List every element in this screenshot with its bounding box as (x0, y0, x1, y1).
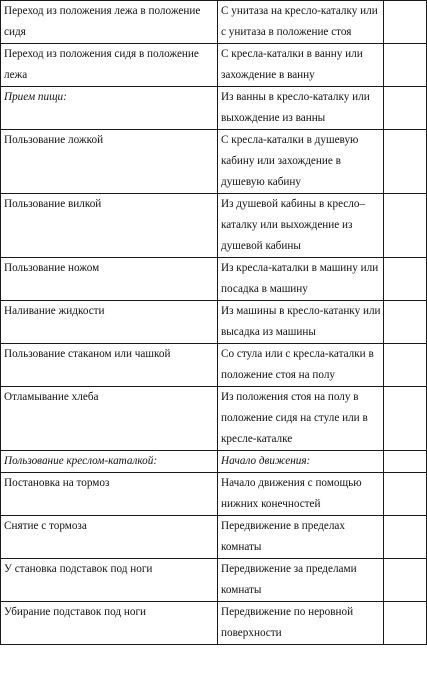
right-cell: Передвижение в пределах комнаты (218, 516, 384, 559)
left-cell: Переход из положения лежа в положение сидя (1, 1, 218, 44)
right-cell: Из ванны в кресло-каталку или выхождение из ванны (218, 87, 384, 130)
empty-cell (384, 301, 427, 344)
empty-cell (384, 473, 427, 516)
left-cell: Переход из положения сидя в положение лежа (1, 44, 218, 87)
right-cell: С кресла-каталки в душевую кабину или захождение в душевую кабину (218, 130, 384, 194)
left-cell: Пользование ложкой (1, 130, 218, 194)
empty-cell (384, 258, 427, 301)
table-row (1, 473, 427, 516)
left-cell: Убирание подставок под ноги (1, 602, 218, 645)
right-cell: Начало движения: (218, 451, 384, 473)
right-cell: Из положения стоя на полу в положение сидя на стуле или в кресле-каталке (218, 387, 384, 451)
table-row (1, 301, 427, 344)
right-cell: Передвижение за пределами комнаты (218, 559, 384, 602)
table-row (1, 1, 427, 44)
right-cell: Со стула или с кресла-каталки в положение стоя на полу (218, 344, 384, 387)
empty-cell (384, 1, 427, 44)
right-cell: Начало движения с помощью нижних конечностей (218, 473, 384, 516)
empty-cell (384, 344, 427, 387)
empty-cell (384, 44, 427, 87)
left-cell: Пользование креслом-каталкой: (1, 451, 218, 473)
left-cell: Пользование ножом (1, 258, 218, 301)
empty-cell (384, 516, 427, 559)
table-row (1, 451, 427, 473)
empty-cell (384, 559, 427, 602)
right-cell: Из машины в кресло-катанку или высадка из машины (218, 301, 384, 344)
left-cell: Постановка на тормоз (1, 473, 218, 516)
right-cell: С кресла-каталки в ванну или захождение в ванну (218, 44, 384, 87)
empty-cell (384, 194, 427, 258)
table-row (1, 559, 427, 602)
left-cell: Снятие с тормоза (1, 516, 218, 559)
left-cell: Отламывание хлеба (1, 387, 218, 451)
table-row (1, 194, 427, 258)
table-row (1, 130, 427, 194)
right-cell: Передвижение по неровной поверхности (218, 602, 384, 645)
right-cell: С унитаза на кресло-каталку или с унитаза в положение стоя (218, 1, 384, 44)
empty-cell (384, 387, 427, 451)
left-cell: Пользование стаканом или чашкой (1, 344, 218, 387)
left-cell: Прием пищи: (1, 87, 218, 130)
empty-cell (384, 451, 427, 473)
table-row (1, 602, 427, 645)
table-row (1, 344, 427, 387)
empty-cell (384, 602, 427, 645)
empty-cell (384, 130, 427, 194)
empty-cell (384, 87, 427, 130)
table-row (1, 87, 427, 130)
right-cell: Из кресла-каталки в машину или посадка в машину (218, 258, 384, 301)
left-cell: Пользование вилкой (1, 194, 218, 258)
table-row (1, 387, 427, 451)
left-cell: У становка подставок под ноги (1, 559, 218, 602)
table-row (1, 44, 427, 87)
table-body (1, 1, 427, 645)
left-cell: Наливание жидкости (1, 301, 218, 344)
table-row (1, 516, 427, 559)
table-row (1, 258, 427, 301)
right-cell: Из душевой кабины в кресло–каталку или выхождение из душевой кабины (218, 194, 384, 258)
